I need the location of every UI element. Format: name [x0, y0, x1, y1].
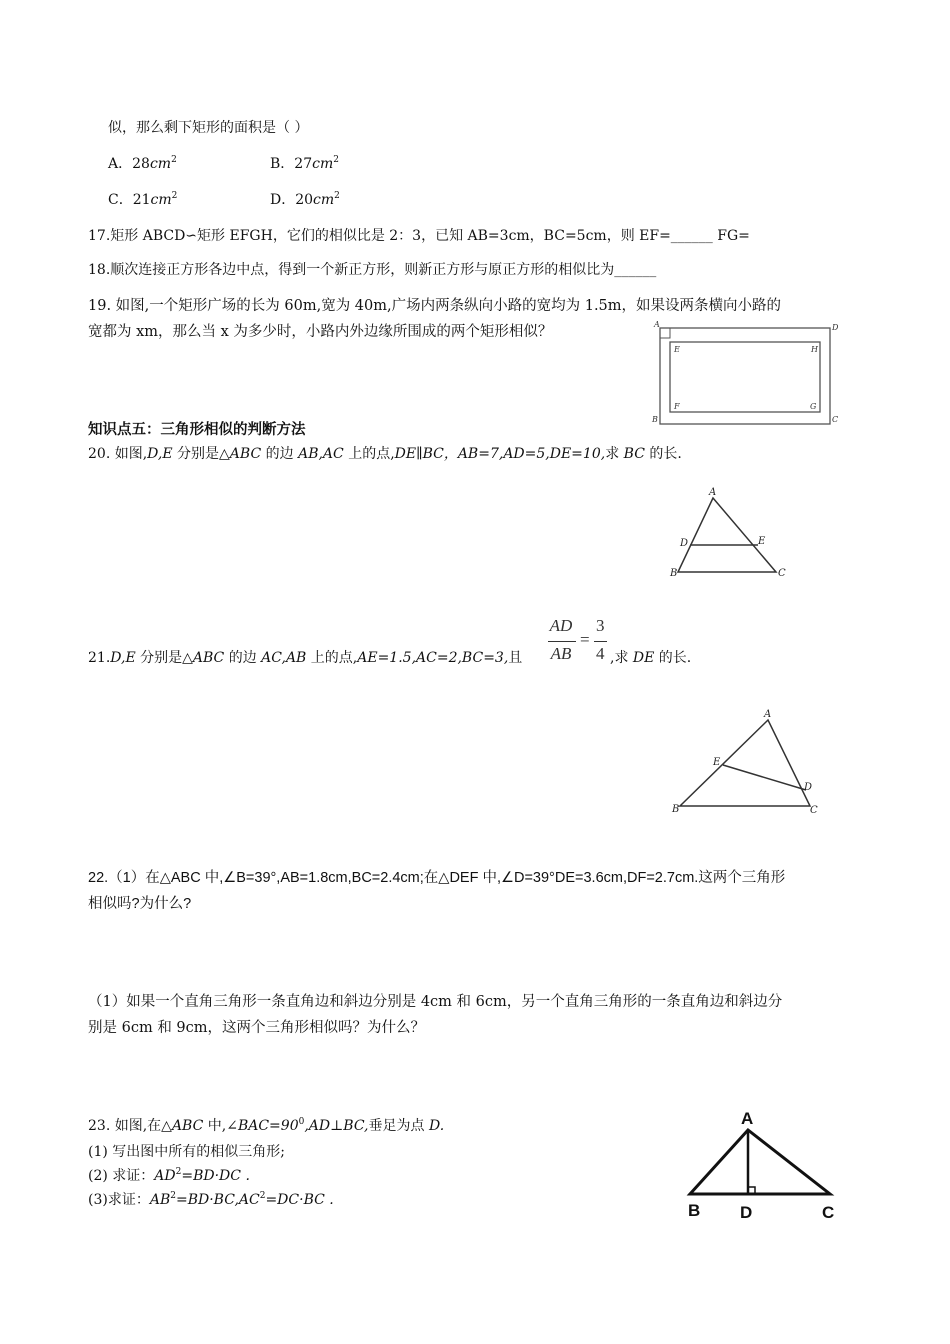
q20-triangle-figure	[664, 484, 794, 580]
q23-item2: (2) 求证：$AD^2=BD\cdot DC$ .	[88, 1167, 250, 1184]
q19-line2: 宽都为 xm，那么当 x 为多少时，小路内外边缘所围成的两个矩形相似？	[88, 324, 553, 340]
label-b: B	[672, 804, 680, 815]
q21-text-end: ,求 DE 的长.	[610, 650, 692, 666]
q19-rectangle-figure	[648, 318, 848, 428]
frac-bar-right	[594, 641, 607, 642]
label-a: A	[764, 709, 772, 720]
q23-line1: 23. 如图,在△ABC 中$,\angle BAC=90^0,AD\perp BC$,垂足为点 D.	[88, 1117, 445, 1134]
label-e: E	[758, 536, 766, 547]
q23-item1: (1) 写出图中所有的相似三角形;	[88, 1144, 285, 1160]
q23-right-triangle-figure	[684, 1102, 844, 1224]
label-c: C	[810, 805, 818, 816]
q16-option-d: D．$20cm^2$	[270, 191, 340, 208]
label-g: G	[810, 402, 817, 411]
q17-text: 17.矩形 ABCD∽矩形 EFGH，它们的相似比是 2：3，已知 AB=3cm，BC=5cm，则 EF=______ FG=	[88, 228, 750, 244]
q16-option-b: B．$27cm^2$	[270, 155, 339, 172]
section5-title: 知识点五：三角形相似的判断方法	[88, 422, 306, 438]
q22-part2-line1: （1）如果一个直角三角形一条直角边和斜边分别是 4cm 和 6cm，另一个直角三角形的一条直角边和斜边分	[88, 994, 783, 1010]
frac-numerator: AD	[549, 616, 573, 635]
q16-option-c: C．$21cm^2$	[108, 191, 178, 208]
q18-text: 18.顺次连接正方形各边中点，得到一个新正方形，则新正方形与原正方形的相似比为______	[88, 262, 657, 278]
q20-text: 20. 如图,D,E 分别是△ABC 的边 AB,AC 上的点,DE∥BC，AB=7,AD=5,DE=10,求 BC 的长.	[88, 446, 682, 462]
label-h: H	[811, 345, 818, 354]
rhs-denominator: 4	[596, 644, 605, 663]
label-c: C	[832, 415, 839, 424]
rhs-numerator: 3	[596, 616, 605, 635]
q22-part2-line2: 别是 6cm 和 9cm，这两个三角形相似吗？为什么？	[88, 1020, 426, 1036]
label-d: D	[740, 1203, 753, 1222]
q21-ratio-equation	[546, 616, 616, 668]
label-a: A	[741, 1109, 754, 1128]
label-b: B	[652, 415, 658, 424]
label-d: D	[832, 323, 839, 332]
q16-stem-tail: 似，那么剩下矩形的面积是（ ）	[108, 120, 309, 136]
label-a: A	[654, 320, 660, 329]
label-d: D	[804, 782, 813, 793]
frac-bar-left	[548, 641, 576, 642]
corner-square	[660, 328, 670, 338]
label-e: E	[674, 345, 680, 354]
label-d: D	[680, 538, 689, 549]
q16-option-a: A．$28cm^2$	[108, 155, 177, 172]
q22-line1: 22.（1）在△ABC 中,∠B=39°,AB=1.8cm,BC=2.4cm;在△DEF 中,∠D=39°DE=3.6cm,DF=2.7cm.这两个三角形	[88, 870, 786, 886]
triangle-abc	[680, 720, 813, 806]
triangle-abc	[690, 1130, 830, 1194]
label-b: B	[688, 1201, 701, 1220]
triangle-abc	[678, 498, 776, 572]
label-a: A	[709, 487, 717, 498]
q21-text-start: 21.D,E 分别是△ABC 的边 AC,AB 上的点,AE=1.5,AC=2,BC=3,且	[88, 650, 523, 666]
segment-ed	[723, 765, 806, 790]
frac-denominator: AB	[550, 644, 572, 663]
q21-triangle-figure	[666, 706, 826, 818]
inner-rectangle	[670, 342, 820, 412]
label-e: E	[713, 757, 721, 768]
label-c: C	[822, 1203, 835, 1222]
equals-sign: =	[580, 630, 590, 649]
label-f: F	[674, 402, 680, 411]
q22-line2: 相似吗?为什么?	[88, 896, 192, 912]
q19-line1: 19. 如图,一个矩形广场的长为 60m,宽为 40m,广场内两条纵向小路的宽均为 1.5m，如果设两条横向小路的	[88, 298, 782, 314]
label-b: B	[670, 568, 678, 579]
label-c: C	[778, 568, 786, 579]
q23-item3: (3)求证：$AB^2=BD\cdot BC,AC^2=DC\cdot BC$ .	[88, 1191, 334, 1208]
